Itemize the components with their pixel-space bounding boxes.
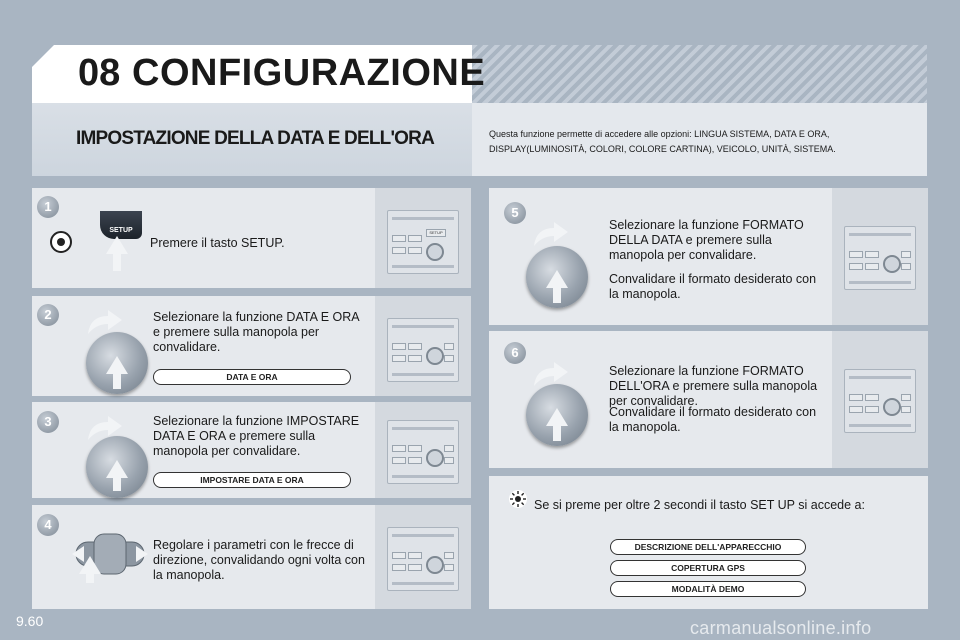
step-2-text: Selezionare la funzione DATA E ORA e premere sulla manopola per convalidare. bbox=[153, 310, 359, 354]
push-arrow-icon bbox=[106, 236, 128, 254]
step-3-badge: 3 bbox=[37, 411, 59, 433]
menu-option-copertura-gps: COPERTURA GPS bbox=[610, 560, 806, 576]
push-arrow-stem bbox=[113, 373, 121, 389]
section-title: IMPOSTAZIONE DELLA DATA E DELL'ORA bbox=[76, 128, 435, 149]
push-arrow-icon bbox=[546, 408, 568, 426]
chapter-title: CONFIGURAZIONE bbox=[132, 52, 486, 94]
push-arrow-icon bbox=[79, 556, 101, 574]
radio-panel-image bbox=[387, 420, 459, 484]
tip-text: Se si preme per oltre 2 secondi il tasto SET UP si accede a: bbox=[534, 498, 865, 512]
step-3-text: Selezionare la funzione IMPOSTARE DATA E ORA e premere sulla manopola per convalidare. bbox=[153, 414, 360, 458]
rotate-arrow-icon bbox=[530, 358, 570, 388]
header-stripes bbox=[472, 45, 927, 103]
push-arrow-icon bbox=[546, 270, 568, 288]
page-number: 9.60 bbox=[16, 613, 44, 629]
menu-option-descrizione-apparecchio: DESCRIZIONE DELL'APPARECCHIO bbox=[610, 539, 806, 555]
step-4-text: Regolare i parametri con le frecce di direzione, convalidando ogni volta con la manopola. bbox=[153, 538, 365, 582]
push-arrow-stem bbox=[86, 573, 94, 583]
lightbulb-icon bbox=[508, 489, 528, 509]
push-arrow-stem bbox=[553, 287, 561, 303]
radio-panel-image: SETUP bbox=[387, 210, 459, 274]
push-arrow-stem bbox=[113, 253, 121, 271]
radio-panel-image bbox=[387, 527, 459, 591]
step-1-text: Premere il tasto SETUP. bbox=[150, 236, 285, 250]
step-2-badge: 2 bbox=[37, 304, 59, 326]
step-4-thumbnail bbox=[375, 505, 471, 609]
step-1-thumbnail bbox=[375, 188, 471, 288]
step-6-badge: 6 bbox=[504, 342, 526, 364]
step-2-thumbnail bbox=[375, 296, 471, 396]
step-5-thumbnail bbox=[832, 188, 928, 325]
menu-option-modalita-demo: MODALITÀ DEMO bbox=[610, 581, 806, 597]
menu-option-data-e-ora: DATA E ORA bbox=[153, 369, 351, 385]
rotate-arrow-icon bbox=[530, 218, 570, 248]
intro-text: Questa funzione permette di accedere alle opzioni: LINGUA SISTEMA, DATA E ORA, DISPLAY(LUMINOSITÀ, COLORI, COLORE CARTINA), VEICOLO, UNITÀ, SISTEMA. bbox=[489, 129, 836, 154]
step-1-badge: 1 bbox=[37, 196, 59, 218]
step-5-text: Selezionare la funzione FORMATO DELLA DATA e premere sulla manopola per convalidare. bbox=[609, 218, 804, 262]
step-6-text-2: Convalidare il formato desiderato con la manopola. bbox=[609, 405, 817, 434]
setup-key-image: SETUP bbox=[100, 211, 142, 239]
radio-panel-image bbox=[844, 369, 916, 433]
push-arrow-icon bbox=[106, 460, 128, 478]
menu-option-impostare-data-e-ora: IMPOSTARE DATA E ORA bbox=[153, 472, 351, 488]
step-4-badge: 4 bbox=[37, 514, 59, 536]
push-arrow-icon bbox=[106, 356, 128, 374]
finger-press-icon bbox=[50, 231, 72, 253]
step-6-text: Selezionare la funzione FORMATO DELL'ORA e premere sulla manopola per convalidare. bbox=[609, 364, 818, 408]
step-5-text-2: Convalidare il formato desiderato con la manopola. bbox=[609, 272, 817, 301]
step-6-thumbnail bbox=[832, 331, 928, 468]
push-arrow-stem bbox=[113, 477, 121, 491]
radio-panel-image bbox=[387, 318, 459, 382]
step-5-badge: 5 bbox=[504, 202, 526, 224]
step-3-thumbnail bbox=[375, 402, 471, 498]
watermark: carmanualsonline.info bbox=[690, 618, 872, 638]
radio-panel-image bbox=[844, 226, 916, 290]
push-arrow-stem bbox=[553, 425, 561, 441]
chapter-number: 08 bbox=[78, 52, 121, 94]
